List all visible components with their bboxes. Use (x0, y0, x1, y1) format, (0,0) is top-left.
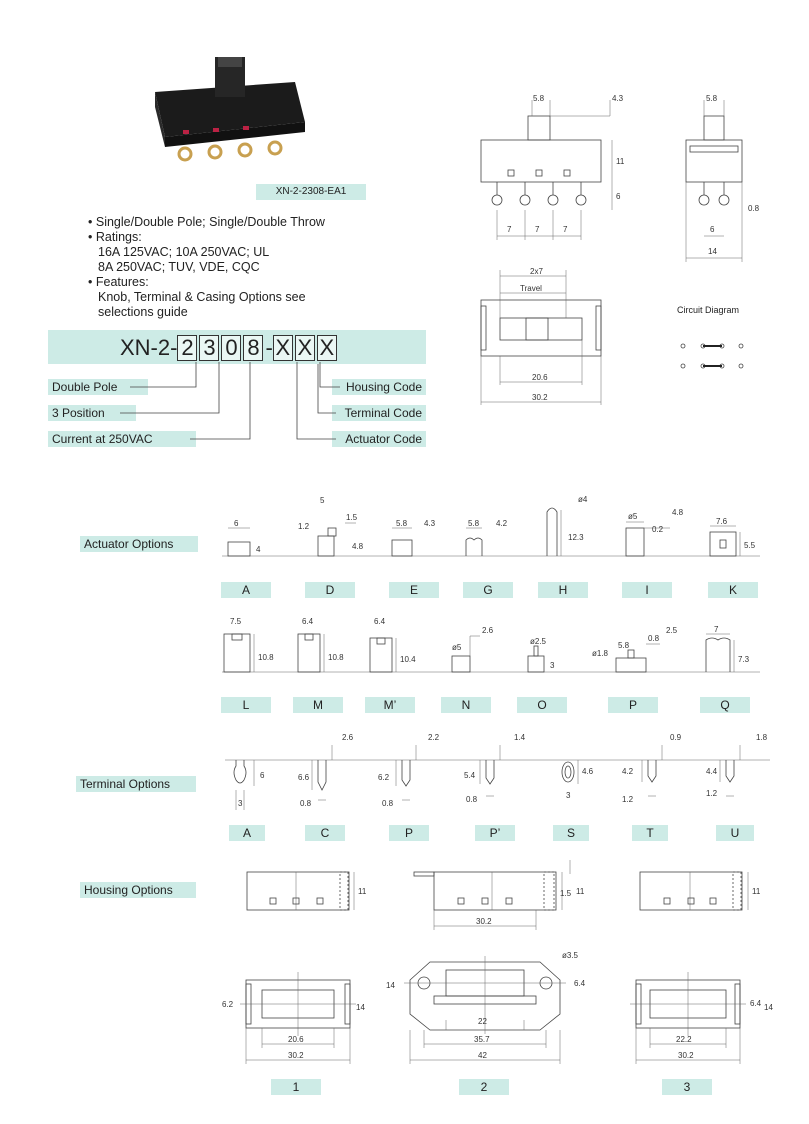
dim-text: 0.2 (652, 525, 664, 534)
dim-text: 14 (708, 247, 717, 256)
dim-text: 7 (507, 225, 512, 234)
circuit-diagram-title: Circuit Diagram (677, 305, 740, 315)
dim-text: 5.5 (744, 541, 756, 550)
dim-text: 0.9 (670, 733, 682, 742)
dim-text: 4.3 (612, 94, 624, 103)
actuator-code-M-prime: M’ (365, 697, 415, 713)
dim-text: 4.8 (352, 542, 364, 551)
dim-text: 6 (234, 519, 239, 528)
label-actuator-code: Actuator Code (332, 431, 426, 447)
dim-text: 3 (566, 791, 571, 800)
code-suffix: X (295, 335, 315, 361)
actuator-code-I: I (622, 582, 672, 598)
actuator-code-P: P (608, 697, 658, 713)
dim-text: 6.6 (298, 773, 310, 782)
dim-text: 0.8 (466, 795, 478, 804)
dim-text: 42 (478, 1051, 487, 1060)
terminal-code-S: S (553, 825, 589, 841)
dim-text: 1.2 (622, 795, 634, 804)
dim-text: 7 (563, 225, 568, 234)
dim-text: 4.6 (582, 767, 594, 776)
dim-text: 10.8 (328, 653, 344, 662)
dim-text: 0.8 (648, 634, 660, 643)
terminal-code-P: P (389, 825, 429, 841)
dim-text: ø1.8 (592, 649, 609, 658)
housing-code-2: 2 (459, 1079, 509, 1095)
feature-item: selections guide (98, 305, 188, 319)
terminal-code-A: A (229, 825, 265, 841)
dim-text: 1.5 (560, 889, 572, 898)
label-double-pole: Double Pole (48, 379, 148, 395)
dim-text: 35.7 (474, 1035, 490, 1044)
dim-text: 4 (256, 545, 261, 554)
actuator-code-N: N (441, 697, 491, 713)
dim-text: 4.8 (672, 508, 684, 517)
dim-text: ø5 (452, 643, 462, 652)
dim-text: 2.6 (342, 733, 354, 742)
actuator-code-H: H (538, 582, 588, 598)
dim-text: 4.2 (496, 519, 508, 528)
model-label: XN-2-2308-EA1 (256, 184, 366, 200)
actuator-code-O: O (517, 697, 567, 713)
feature-list (88, 215, 418, 320)
dim-text: 7 (535, 225, 540, 234)
dim-text: 1.2 (298, 522, 310, 531)
dim-text: 2x7 (530, 267, 543, 276)
dim-text: 30.2 (288, 1051, 304, 1060)
code-suffix: X (273, 335, 293, 361)
dim-text: 12.3 (568, 533, 584, 542)
dim-text: 6.4 (574, 979, 586, 988)
dim-text: 5.4 (464, 771, 476, 780)
dim-text: ø4 (578, 495, 588, 504)
dim-text: 30.2 (678, 1051, 694, 1060)
dim-text: 1.2 (706, 789, 718, 798)
dim-text: 0.8 (748, 204, 760, 213)
code-digit: 8 (243, 335, 263, 361)
dim-text: 6.2 (222, 1000, 234, 1009)
dim-text: 11 (358, 887, 367, 896)
dim-text: ø3.5 (562, 951, 579, 960)
dim-text: 11 (616, 157, 625, 166)
actuator-code-L: L (221, 697, 271, 713)
label-current: Current at 250VAC (48, 431, 196, 447)
feature-item: • Single/Double Pole; Single/Double Throw (88, 215, 325, 229)
actuator-code-E: E (389, 582, 439, 598)
dim-text: 7.5 (230, 617, 242, 626)
dim-text: 2.6 (482, 626, 494, 635)
actuator-code-D: D (305, 582, 355, 598)
dim-text: 20.6 (288, 1035, 304, 1044)
dim-text: Travel (520, 284, 542, 293)
dim-text: 22.2 (676, 1035, 692, 1044)
dim-text: 7.3 (738, 655, 750, 664)
feature-item: • Features: (88, 275, 149, 289)
actuator-code-M: M (293, 697, 343, 713)
part-prefix: XN-2- (120, 335, 178, 360)
actuator-code-K: K (708, 582, 758, 598)
dim-text: 7 (714, 625, 719, 634)
label-terminal-code: Terminal Code (332, 405, 426, 421)
dim-text: 1.8 (756, 733, 768, 742)
feature-item: • Ratings: (88, 230, 142, 244)
section-actuator-options: Actuator Options (80, 536, 198, 552)
terminal-code-C: C (305, 825, 345, 841)
part-number (120, 335, 339, 361)
dim-text: 5 (320, 496, 325, 505)
dim-text: 6 (616, 192, 621, 201)
code-suffix: X (317, 335, 337, 361)
section-terminal-options: Terminal Options (76, 776, 196, 792)
dim-text: 22 (478, 1017, 487, 1026)
code-digit: 0 (221, 335, 241, 361)
dim-text: 4.4 (706, 767, 718, 776)
dim-text: 5.8 (706, 94, 718, 103)
dim-text: 0.8 (300, 799, 312, 808)
part-separator: - (265, 335, 273, 360)
dim-text: 6.4 (302, 617, 314, 626)
feature-item: Knob, Terminal & Casing Options see (98, 290, 306, 304)
code-digit: 3 (199, 335, 219, 361)
dim-text: ø5 (628, 512, 638, 521)
dim-text: 2.2 (428, 733, 440, 742)
dim-text: 30.2 (532, 393, 548, 402)
code-digit: 2 (177, 335, 197, 361)
dim-text: 7.6 (716, 517, 728, 526)
dim-text: 0.8 (382, 799, 394, 808)
dim-text: 30.2 (476, 917, 492, 926)
dim-text: 6.4 (750, 999, 762, 1008)
dim-text: 11 (576, 887, 585, 896)
terminal-code-T: T (632, 825, 668, 841)
product-photo (145, 52, 315, 177)
actuator-code-G: G (463, 582, 513, 598)
section-housing-options: Housing Options (80, 882, 196, 898)
dim-text: 6 (260, 771, 265, 780)
dim-text: ø2.5 (530, 637, 547, 646)
dim-text: 11 (752, 887, 761, 896)
label-3-position: 3 Position (48, 405, 136, 421)
terminal-code-P-prime: P’ (475, 825, 515, 841)
dim-text: 10.8 (258, 653, 274, 662)
dim-text: 14 (764, 1003, 773, 1012)
dim-text: 2.5 (666, 626, 678, 635)
dim-text: 3 (550, 661, 555, 670)
actuator-code-Q: Q (700, 697, 750, 713)
dim-text: 6 (710, 225, 715, 234)
dim-text: 20.6 (532, 373, 548, 382)
dim-text: 5.8 (533, 94, 545, 103)
terminal-code-U: U (716, 825, 754, 841)
actuator-code-A: A (221, 582, 271, 598)
dim-text: 6.4 (374, 617, 386, 626)
dim-text: 14 (386, 981, 395, 990)
dim-text: 4.3 (424, 519, 436, 528)
housing-code-3: 3 (662, 1079, 712, 1095)
dim-text: 14 (356, 1003, 365, 1012)
dim-text: 5.8 (396, 519, 408, 528)
dim-text: 6.2 (378, 773, 390, 782)
dim-text: 1.5 (346, 513, 358, 522)
feature-item: 8A 250VAC; TUV, VDE, CQC (98, 260, 260, 274)
label-housing-code: Housing Code (332, 379, 426, 395)
dim-text: 5.8 (618, 641, 630, 650)
dim-text: 10.4 (400, 655, 416, 664)
housing-code-1: 1 (271, 1079, 321, 1095)
feature-item: 16A 125VAC; 10A 250VAC; UL (98, 245, 270, 259)
dim-text: 5.8 (468, 519, 480, 528)
dim-text: 3 (238, 799, 243, 808)
dim-text: 1.4 (514, 733, 526, 742)
dim-text: 4.2 (622, 767, 634, 776)
